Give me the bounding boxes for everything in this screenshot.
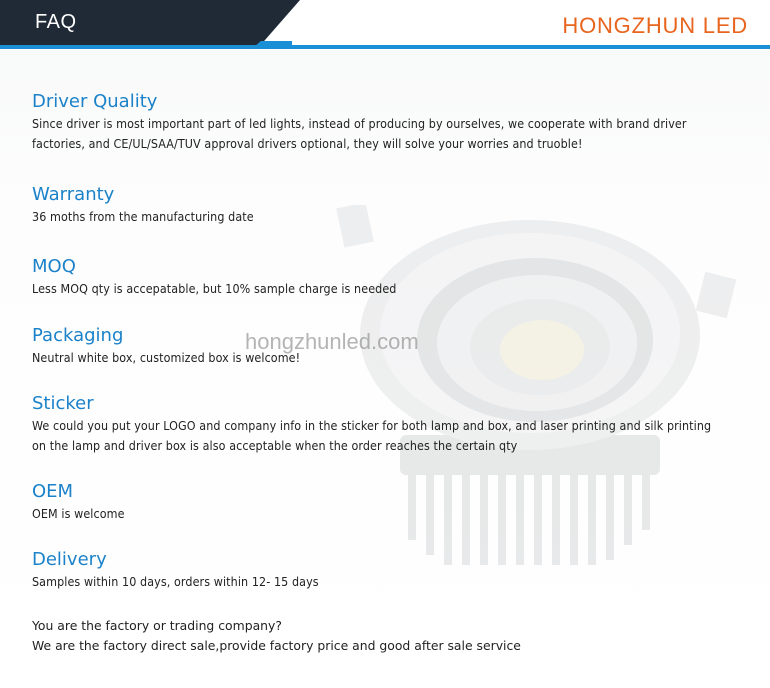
faq-answer-line: Since driver is most important part of led lights, instead of producing by ourselves, we cooperate with brand driver	[32, 116, 687, 131]
faq-answer	[32, 572, 742, 592]
faq-question: Delivery	[32, 549, 107, 570]
faq-item-warranty	[32, 184, 742, 227]
header-bar	[0, 0, 770, 50]
faq-answer-line: Less MOQ qty is accepatable, but 10% sample charge is needed	[32, 281, 397, 296]
faq-question: Sticker	[32, 393, 94, 414]
faq-item-driver-quality	[32, 91, 742, 154]
faq-answer	[32, 504, 742, 524]
header-divider	[0, 45, 770, 49]
faq-answer-line: Samples within 10 days, orders within 12- 15 days	[32, 574, 319, 589]
faq-answer	[32, 114, 742, 154]
watermark-text: hongzhunled.com	[245, 329, 419, 354]
faq-answer	[32, 279, 742, 299]
faq-item-sticker	[32, 393, 742, 456]
faq-answer-line: 36 moths from the manufacturing date	[32, 209, 254, 224]
closing-note	[32, 616, 521, 656]
closing-question: You are the factory or trading company?	[32, 618, 282, 633]
faq-answer-line: OEM is welcome	[32, 506, 125, 521]
faq-item-oem	[32, 481, 742, 524]
faq-answer	[32, 348, 742, 368]
faq-question: MOQ	[32, 256, 76, 277]
faq-question: Driver Quality	[32, 91, 158, 112]
faq-answer-line: on the lamp and driver box is also acceptable when the order reaches the certain qty	[32, 438, 518, 453]
faq-question: OEM	[32, 481, 74, 502]
faq-item-delivery	[32, 549, 742, 592]
faq-answer	[32, 416, 742, 456]
faq-answer-line: factories, and CE/UL/SAA/TUV approval drivers optional, they will solve your worries and truoble!	[32, 136, 583, 151]
faq-question: Warranty	[32, 184, 115, 205]
faq-answer-line: We could you put your LOGO and company info in the sticker for both lamp and box, and laser printing and silk printing	[32, 418, 712, 433]
faq-item-packaging	[32, 325, 742, 368]
closing-answer: We are the factory direct sale,provide factory price and good after sale service	[32, 638, 521, 653]
faq-answer-line: Neutral white box, customized box is welcome!	[32, 350, 301, 365]
brand-name: HONGZHUN LED	[562, 13, 748, 38]
faq-question: Packaging	[32, 325, 124, 346]
faq-item-moq	[32, 256, 742, 299]
page-title: FAQ	[35, 11, 77, 33]
faq-answer	[32, 207, 742, 227]
